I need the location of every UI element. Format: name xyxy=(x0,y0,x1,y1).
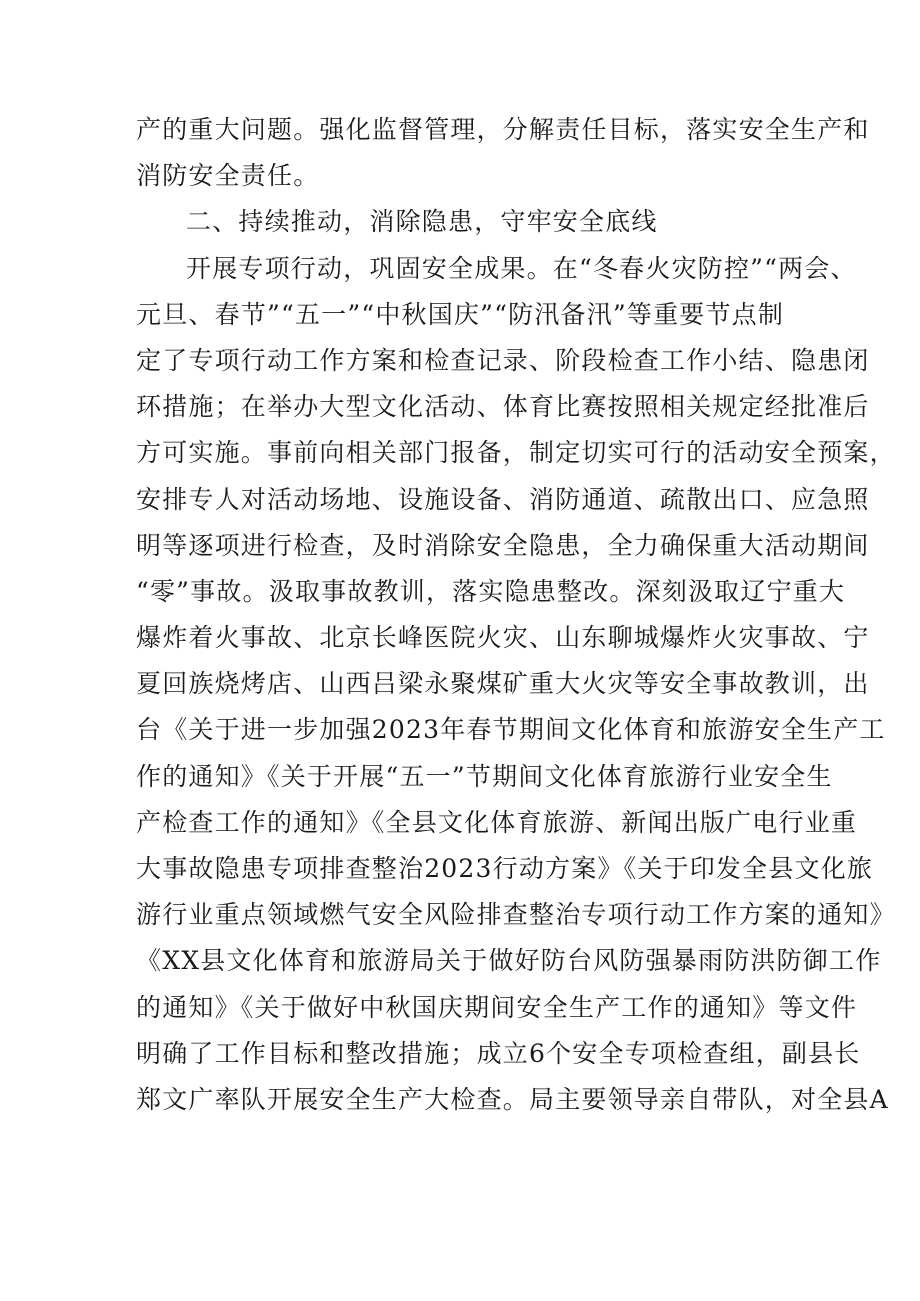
text-line: 定了专项行动工作方案和检查记录、阶段检查工作小结、隐患闭 xyxy=(136,345,870,375)
text-line: “零”事故。汲取事故教训，落实隐患整改。深刻汲取辽宁重大 xyxy=(136,576,846,606)
text-line: 明等逐项进行检查，及时消除安全隐患，全力确保重大活动期间 xyxy=(136,530,870,560)
text-line: 环措施；在举办大型文化活动、体育比赛按照相关规定经批准后 xyxy=(136,392,870,422)
text-line: 《XX县文化体育和旅游局关于做好防台风防强暴雨防洪防御工作 xyxy=(136,946,882,976)
text-line: 消防安全责任。 xyxy=(136,161,320,191)
text-line: 明确了工作目标和整改措施；成立6个安全专项检查组，副县长 xyxy=(136,1038,861,1068)
text-line: 游行业重点领域燃气安全风险排查整治专项行动工作方案的通知》 xyxy=(136,900,896,930)
text-line: 大事故隐患专项排查整治2023行动方案》《关于印发全县文化旅 xyxy=(136,854,874,883)
text-line: 产的重大问题。强化监督管理，分解责任目标，落实安全生产和 xyxy=(136,115,870,144)
text-line: 郑文广率队开展安全生产大检查。局主要领导亲自带队，对全县A xyxy=(136,1084,889,1114)
text-line: 的通知》《关于做好中秋国庆期间安全生产工作的通知》等文件 xyxy=(136,992,858,1022)
paragraph-first-line: 开展专项行动，巩固安全成果。在“冬春火灾防控”“两会、 xyxy=(186,253,857,283)
text-line: 产检查工作的通知》《全县文化体育旅游、新闻出版广电行业重 xyxy=(136,807,858,837)
text-line: 台《关于进一步加强2023年春节期间文化体育和旅游安全生产工 xyxy=(136,715,886,745)
text-line: 元旦、春节”“五一”“中秋国庆”“防汛备汛”等重要节点制 xyxy=(136,299,785,329)
text-line: 方可实施。事前向相关部门报备，制定切实可行的活动安全预案， xyxy=(136,438,896,468)
text-line: 爆炸着火事故、北京长峰医院火灾、山东聊城爆炸火灾事故、宁 xyxy=(136,623,870,653)
text-line: 夏回族烧烤店、山西吕梁永聚煤矿重大火灾等安全事故教训，出 xyxy=(136,669,870,699)
text-line: 安排专人对活动场地、设施设备、消防通道、疏散出口、应急照 xyxy=(136,484,870,514)
body-text xyxy=(136,107,896,1123)
text-line: 作的通知》《关于开展“五一”节期间文化体育旅游行业安全生 xyxy=(136,761,833,791)
section-heading: 二、持续推动，消除隐患，守牢安全底线 xyxy=(186,207,658,237)
